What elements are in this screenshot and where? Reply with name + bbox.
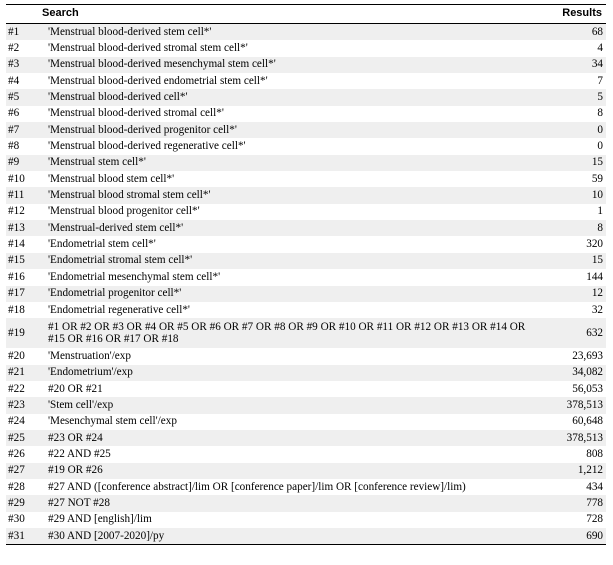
row-id: #30	[8, 513, 25, 526]
row-id: #28	[8, 480, 25, 493]
row-results: 23,693	[572, 349, 603, 362]
row-id: #16	[8, 270, 25, 283]
row-results: 0	[539, 122, 606, 138]
row-query: 'Menstrual-derived stem cell*'	[38, 220, 539, 236]
row-id: #31	[6, 528, 38, 545]
row-results: 56,053	[572, 382, 603, 395]
table-row	[6, 365, 606, 381]
row-query: 'Endometrial stromal stem cell*'	[38, 253, 539, 269]
row-results: 434	[586, 480, 603, 493]
table-row	[6, 430, 606, 446]
table-row	[6, 171, 606, 187]
row-id: #19	[6, 318, 38, 348]
header-results: Results	[539, 5, 606, 24]
row-id: #9	[6, 155, 38, 171]
row-query: #19 OR #26	[38, 463, 539, 479]
row-id: #15	[6, 253, 38, 269]
row-results: 68	[539, 24, 606, 41]
row-id: #26	[8, 447, 25, 460]
row-query: #20 OR #21	[48, 382, 103, 395]
header-row	[6, 5, 606, 24]
row-results: 10	[539, 187, 606, 203]
row-query: 'Menstrual blood-derived stromal cell*'	[48, 107, 224, 120]
row-results: 34,082	[539, 365, 606, 381]
row-id: #25	[6, 430, 38, 446]
table-row	[6, 24, 606, 41]
row-query: #27 NOT #28	[38, 495, 539, 511]
row-results: 378,513	[539, 397, 606, 413]
row-results: 778	[539, 495, 606, 511]
row-query: 'Menstrual blood-derived progenitor cell*'	[38, 122, 539, 138]
row-results: 320	[586, 238, 603, 251]
row-results: 1,212	[539, 463, 606, 479]
row-query: #22 AND #25	[48, 447, 111, 460]
row-results: 0	[597, 140, 603, 153]
table-row	[6, 122, 606, 138]
row-results: 8	[539, 220, 606, 236]
row-results: 15	[539, 155, 606, 171]
table-row	[6, 57, 606, 73]
row-query: 'Menstrual blood stem cell*'	[48, 172, 175, 185]
row-query: 'Menstrual blood stromal stem cell*'	[38, 187, 539, 203]
table-row	[6, 528, 606, 545]
row-query: 'Menstrual blood-derived regenerative cell*'	[48, 140, 246, 153]
row-id: #4	[8, 74, 20, 87]
row-results: 690	[539, 528, 606, 545]
row-id: #24	[8, 415, 25, 428]
row-results: 32	[591, 303, 603, 316]
table-body	[6, 24, 606, 545]
row-results: 4	[597, 42, 603, 55]
row-query: #30 AND [2007-2020]/py	[38, 528, 539, 545]
table-row	[6, 138, 606, 154]
row-id: #22	[8, 382, 25, 395]
search-strategy-table	[6, 4, 606, 545]
row-results: 8	[597, 107, 603, 120]
row-results: 378,513	[539, 430, 606, 446]
row-results: 60,648	[572, 415, 603, 428]
row-id: #20	[8, 349, 25, 362]
table-row	[6, 318, 606, 348]
row-results: 5	[539, 89, 606, 105]
row-id: #12	[8, 205, 25, 218]
row-query: 'Endometrium'/exp	[38, 365, 539, 381]
table-row	[6, 187, 606, 203]
row-id: #7	[6, 122, 38, 138]
table-row	[6, 40, 606, 56]
table-row	[6, 348, 606, 364]
table-row	[6, 73, 606, 89]
row-query: #23 OR #24	[38, 430, 539, 446]
row-query: #1 OR #2 OR #3 OR #4 OR #5 OR #6 OR #7 OR #8 OR #9 OR #10 OR #11 OR #12 OR #13 OR #14 OR #15 OR #16 OR #17 OR #18	[38, 318, 539, 348]
row-id: #6	[8, 107, 20, 120]
row-id: #3	[6, 57, 38, 73]
row-query: #29 AND [english]/lim	[48, 513, 152, 526]
table-row	[6, 236, 606, 252]
table-row	[6, 269, 606, 285]
table-row	[6, 446, 606, 462]
row-id: #23	[6, 397, 38, 413]
row-id: #11	[6, 187, 38, 203]
row-results: 808	[586, 447, 603, 460]
row-results: 144	[586, 270, 603, 283]
row-results: 7	[597, 74, 603, 87]
row-query: 'Menstrual blood-derived cell*'	[38, 89, 539, 105]
row-query: 'Endometrial mesenchymal stem cell*'	[48, 270, 221, 283]
row-results: 12	[539, 286, 606, 302]
header-search: Search	[38, 5, 539, 24]
table-row	[6, 155, 606, 171]
row-id: #2	[8, 42, 20, 55]
row-id: #10	[8, 172, 25, 185]
row-query: 'Menstrual blood-derived stem cell*'	[38, 24, 539, 41]
row-id: #14	[8, 238, 25, 251]
row-query: 'Menstrual stem cell*'	[38, 155, 539, 171]
row-results: 1	[597, 205, 603, 218]
row-query: 'Endometrial progenitor cell*'	[38, 286, 539, 302]
table-row	[6, 381, 606, 397]
row-id: #27	[6, 463, 38, 479]
row-query: 'Menstrual blood-derived stromal stem cell*'	[48, 42, 248, 55]
row-id: #13	[6, 220, 38, 236]
row-query: 'Endometrial stem cell*'	[48, 238, 156, 251]
table-row	[6, 463, 606, 479]
row-query: #27 AND ([conference abstract]/lim OR [conference paper]/lim OR [conference review]/lim)	[48, 480, 466, 493]
row-query: 'Stem cell'/exp	[38, 397, 539, 413]
row-query: 'Menstrual blood-derived mesenchymal stem cell*'	[38, 57, 539, 73]
table-row	[6, 106, 606, 122]
table-row	[6, 302, 606, 318]
table-row	[6, 414, 606, 430]
table-row	[6, 479, 606, 495]
row-id: #5	[6, 89, 38, 105]
header-id	[6, 5, 38, 24]
table-row	[6, 253, 606, 269]
row-query: 'Menstrual blood-derived endometrial stem cell*'	[48, 74, 268, 87]
row-results: 59	[591, 172, 603, 185]
row-id: #8	[8, 140, 20, 153]
row-results: 34	[539, 57, 606, 73]
row-id: #1	[6, 24, 38, 41]
row-query: 'Endometrial regenerative cell*'	[48, 303, 190, 316]
row-query: 'Menstrual blood progenitor cell*'	[48, 205, 200, 218]
table-row	[6, 495, 606, 511]
table-row	[6, 512, 606, 528]
table-row	[6, 286, 606, 302]
row-id: #18	[8, 303, 25, 316]
row-id: #17	[6, 286, 38, 302]
table-row	[6, 220, 606, 236]
row-id: #29	[6, 495, 38, 511]
row-results: 728	[586, 513, 603, 526]
row-query: 'Menstruation'/exp	[48, 349, 131, 362]
row-results: 15	[539, 253, 606, 269]
row-id: #21	[6, 365, 38, 381]
row-results: 632	[539, 318, 606, 348]
row-query: 'Mesenchymal stem cell'/exp	[48, 415, 177, 428]
table-row	[6, 204, 606, 220]
table-row	[6, 397, 606, 413]
table-row	[6, 89, 606, 105]
